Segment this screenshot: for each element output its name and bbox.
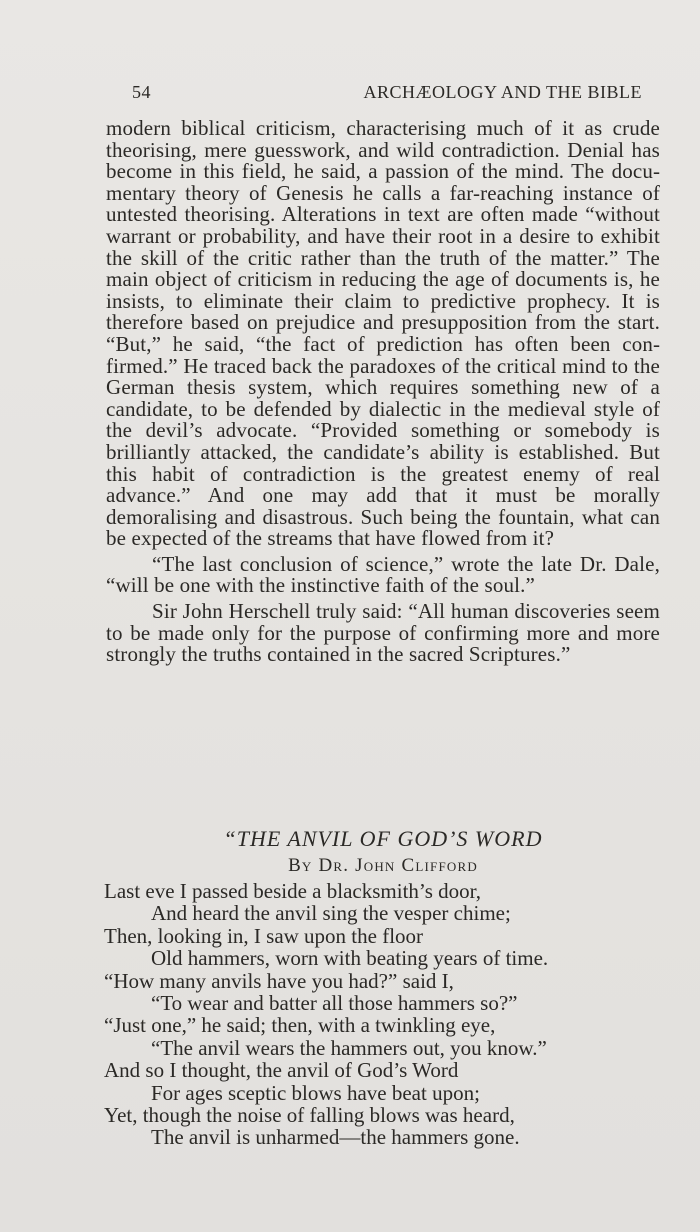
poem-line: Last eve I passed beside a blacksmith’s door, bbox=[104, 879, 482, 903]
poem-line: Then, looking in, I saw upon the floor bbox=[104, 923, 424, 948]
poem-line: Yet, though the noise of falling blows was heard, bbox=[104, 1103, 515, 1128]
poem-line: And so I thought, the anvil of God’s Word bbox=[104, 1058, 459, 1083]
poem-line: For ages sceptic blows have beat upon; bbox=[151, 1080, 480, 1105]
running-title: ARCHÆOLOGY AND THE BIBLE bbox=[363, 82, 642, 102]
paragraph-criticism: modern biblical criticism, characterising much of it as crude theorising, mere guesswork, and wild contradiction. Denial has become in this field, he said, a passion of the mind. The documentary theory of Genesis he calls a far-reaching instance of untested theorising. Alterations in text are often made “without warrant or probability, and have their root in a desire to exhibit the skill of the critic rather than the truth of the matter.” The main object of criticism in reducing the age of documents is, he insists, to eliminate their claim to predictive prophecy. It is therefore based on prejudice and presupposition from the start. “But,” he said, “the fact of prediction has often been confirmed.” He traced back the paradoxes of the critical mind to the German thesis system, which requires something new of a candidate, to be defended by dialectic in the medieval style of the devil’s advocate. “Provided something or somebody is brilliantly attacked, the candidate’s ability is established. But this habit of contradiction is the greatest enemy of real advance.” And one may add that it must be morally demoralising and disastrous. Such being the fountain, what can be expected of the streams that have flowed from it? bbox=[106, 116, 660, 551]
poem-line: “Just one,” he said; then, with a twinkling eye, bbox=[104, 1013, 496, 1038]
body-text bbox=[106, 118, 660, 666]
running-head bbox=[132, 82, 642, 108]
poem bbox=[104, 880, 664, 1149]
poem-author: By Dr. John Clifford bbox=[288, 855, 478, 876]
poem-line: “To wear and batter all those hammers so?” bbox=[151, 991, 518, 1016]
page-number: 54 bbox=[132, 82, 151, 102]
paragraph-dale-quote: “The last conclusion of science,” wrote the late Dr. Dale, “will be one with the instinctive faith of the soul.” bbox=[106, 551, 660, 598]
poem-line: Old hammers, worn with beating years of time. bbox=[151, 946, 549, 971]
poem-line: And heard the anvil sing the vesper chime; bbox=[151, 901, 511, 926]
poem-line: The anvil is unharmed—the hammers gone. bbox=[151, 1125, 520, 1150]
poem-line: “The anvil wears the hammers out, you know.” bbox=[151, 1035, 547, 1060]
paragraph-herschell-quote: Sir John Herschell truly said: “All human discoveries seem to be made only for the purpose of confirming more and more strongly the truths contained in the sacred Scriptures.” bbox=[106, 599, 660, 667]
poem-title: “THE ANVIL OF GOD’S WORD bbox=[223, 826, 543, 851]
poem-line: “How many anvils have you had?” said I, bbox=[104, 968, 454, 993]
